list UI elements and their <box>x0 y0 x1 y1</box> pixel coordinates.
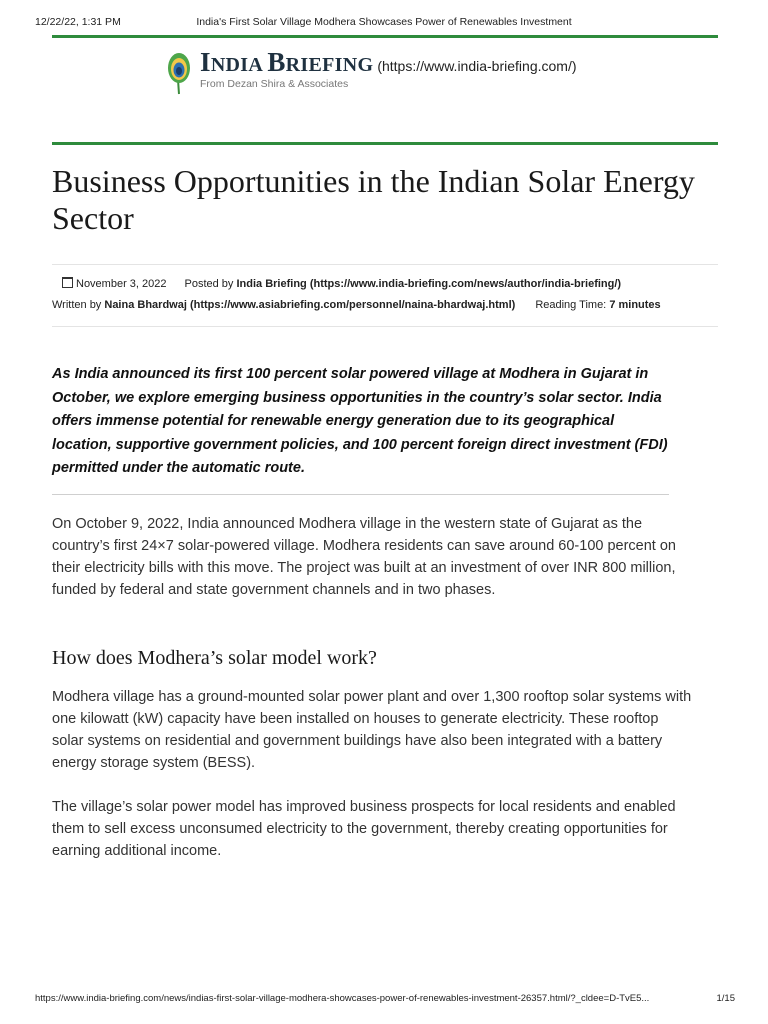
section-heading: How does Modhera’s solar model work? <box>52 647 377 669</box>
header-divider <box>52 142 718 145</box>
top-divider <box>52 35 718 38</box>
print-page-title: India's First Solar Village Modhera Showcases Power of Renewables Investment <box>196 16 572 28</box>
peacock-feather-icon <box>162 50 196 96</box>
article-headline: Business Opportunities in the Indian Solar Energy Sector <box>52 163 695 236</box>
print-date: 12/22/22, 1:31 PM <box>35 16 121 28</box>
calendar-icon <box>62 277 73 288</box>
reading-time-label: Reading Time: <box>535 299 607 311</box>
meta-divider-top <box>52 264 718 265</box>
lede-divider <box>52 494 669 495</box>
print-footer-url: https://www.india-briefing.com/news/indias-first-solar-village-modhera-showcases-power-of-renewables-investment-26357.html/?_cldee=D-TvE5... <box>35 993 650 1004</box>
brand-url[interactable]: (https://www.india-briefing.com/) <box>377 58 577 74</box>
posted-by-label: Posted by <box>184 278 234 290</box>
brand-name: INDIA BRIEFING <box>200 47 374 77</box>
print-header <box>0 16 768 32</box>
print-footer <box>0 993 768 1007</box>
article-meta-row-2 <box>52 299 732 311</box>
article-paragraph-2: Modhera village has a ground-mounted solar power plant and over 1,300 rooftop solar systems with one kilowatt (kW) capacity have been installed on houses to generate electricity. These rooftop solar systems on residential and government buildings have also been integrated with a battery energy storage system (BESS). <box>52 689 692 771</box>
posted-by-link[interactable]: India Briefing (https://www.india-briefing.com/news/author/india-briefing/) <box>236 278 622 290</box>
meta-divider-bottom <box>52 326 718 327</box>
brand-tagline: From Dezan Shira & Associates <box>200 78 349 90</box>
written-by-label: Written by <box>52 299 102 311</box>
article-meta-row-1 <box>52 277 732 290</box>
brand-header[interactable] <box>162 47 577 96</box>
author-link[interactable]: Naina Bhardwaj (https://www.asiabriefing.com/personnel/naina-bhardwaj.html) <box>104 299 516 311</box>
page-number: 1/15 <box>716 993 735 1004</box>
article-paragraph-1: On October 9, 2022, India announced Modhera village in the western state of Gujarat as the country’s first 24×7 solar-powered village. Modhera residents can save around 60-100 percent on their electricity bills with this move. The project was built at an investment of over INR 800 million, funded by federal and state government channels and in two phases. <box>52 516 676 598</box>
article-lede: As India announced its first 100 percent solar powered village at Modhera in Gujarat in October, we explore emerging business opportunities in the country’s solar sector. India offers immense potential for renewable energy generation due to its geographical location, supportive government policies, and 100 percent foreign direct investment (FDI) permitted under the automatic route. <box>52 366 668 476</box>
article-paragraph-3: The village’s solar power model has improved business prospects for local residents and enabled them to sell excess unconsumed electricity to the government, thereby creating opportunities for earning additional income. <box>52 799 676 859</box>
reading-time-value: 7 minutes <box>609 299 661 311</box>
publish-date: November 3, 2022 <box>76 278 167 290</box>
